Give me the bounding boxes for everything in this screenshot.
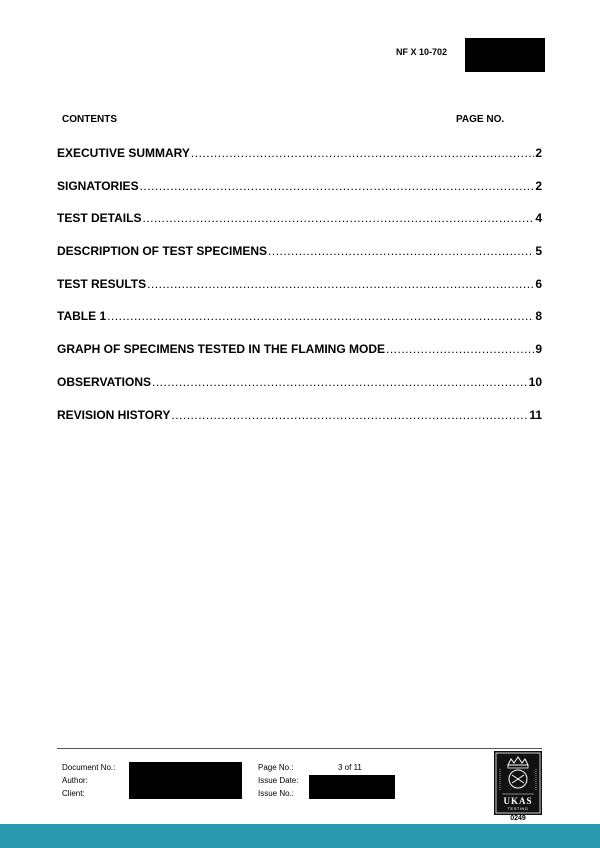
- toc-leader-dots: [386, 342, 534, 356]
- ukas-logo: [494, 751, 542, 815]
- toc-entry[interactable]: [57, 277, 542, 310]
- toc-entry-title: DESCRIPTION OF TEST SPECIMENS: [57, 244, 268, 259]
- toc-entry[interactable]: [57, 342, 542, 375]
- page-no-label: Page No.:: [258, 763, 294, 772]
- toc-leader-dots: [140, 179, 535, 193]
- logo-number: 0249: [510, 815, 526, 822]
- issue-no-label: Issue No.:: [258, 789, 295, 798]
- toc-entry-page: 4: [535, 211, 542, 226]
- toc-entry-page: 10: [528, 374, 542, 389]
- toc-entry[interactable]: [57, 146, 542, 179]
- toc-leader-dots: [147, 277, 534, 291]
- contents-heading: CONTENTS: [62, 114, 117, 125]
- author-label: Author:: [62, 776, 88, 785]
- toc-entry-page: 5: [535, 244, 542, 259]
- document-no-label: Document No.:: [62, 763, 116, 772]
- client-label: Client:: [62, 789, 85, 798]
- toc-entry[interactable]: [57, 244, 542, 277]
- toc-entry[interactable]: [57, 408, 542, 441]
- toc-entry-page: 2: [535, 146, 542, 160]
- redacted-issue-info: [309, 775, 395, 799]
- toc-entry-title: OBSERVATIONS: [57, 374, 152, 389]
- toc-leader-dots: [268, 244, 534, 258]
- redacted-document-info: [129, 762, 242, 799]
- toc-leader-dots: [152, 375, 528, 389]
- toc-entry-title: TEST DETAILS: [57, 211, 142, 226]
- toc-entry[interactable]: [57, 211, 542, 244]
- toc-entry-title: SIGNATORIES: [57, 178, 139, 193]
- toc-entry-page: 11: [529, 407, 542, 422]
- toc-entry[interactable]: [57, 179, 542, 212]
- toc-entry-title: REVISION HISTORY: [57, 407, 171, 422]
- toc-entry[interactable]: [57, 309, 542, 342]
- issue-date-label: Issue Date:: [258, 776, 299, 785]
- toc-leader-dots: [142, 211, 534, 225]
- toc-leader-dots: [191, 146, 534, 160]
- toc-entry-title: TEST RESULTS: [57, 276, 147, 291]
- toc-entry-page: 2: [535, 178, 542, 193]
- toc-entry-title: EXECUTIVE SUMMARY: [57, 146, 190, 160]
- toc-leader-dots: [107, 309, 534, 323]
- toc-entry[interactable]: [57, 375, 542, 408]
- logo-subtext: TESTING: [507, 806, 529, 811]
- table-of-contents: [57, 146, 542, 440]
- toc-entry-title: GRAPH OF SPECIMENS TESTED IN THE FLAMING MODE: [57, 342, 386, 357]
- toc-entry-page: 8: [535, 309, 542, 324]
- page-number-heading: PAGE NO.: [456, 114, 505, 125]
- footer-divider: [57, 748, 542, 749]
- toc-leader-dots: [171, 408, 528, 422]
- footer-accent-bar: [0, 824, 600, 848]
- page-no-value: 3 of 11: [338, 763, 362, 772]
- toc-entry-page: 9: [535, 342, 542, 357]
- toc-entry-title: TABLE 1: [57, 309, 107, 324]
- logo-text: UKAS: [503, 796, 533, 806]
- standard-reference: NF X 10-702: [396, 47, 448, 57]
- redacted-header-block: [465, 38, 545, 72]
- toc-entry-page: 6: [535, 276, 542, 291]
